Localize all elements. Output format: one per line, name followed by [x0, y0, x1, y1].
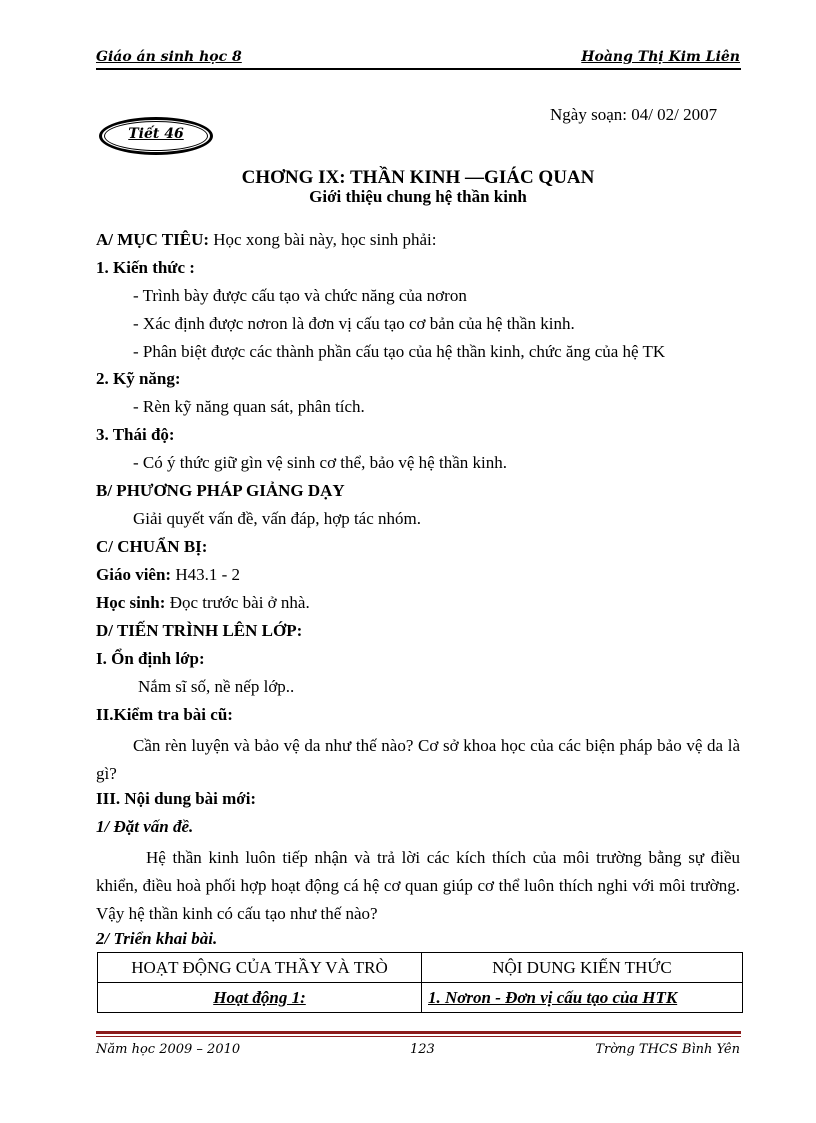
activity-1-label: Hoạt động 1:	[213, 987, 306, 1007]
objectives-intro: Học xong bài này, học sinh phải:	[209, 230, 437, 249]
table-row	[98, 983, 743, 1013]
attitude-heading: 3. Thái độ:	[96, 425, 175, 444]
skills-heading: 2. Kỹ năng:	[96, 369, 181, 388]
student-text: Đọc trước bài ở nhà.	[165, 593, 310, 612]
content-1-label: 1. Nơron - Đơn vị cấu tạo của HTK	[428, 987, 678, 1007]
preparation-heading: C/ CHUẨN BỊ:	[96, 537, 208, 556]
review-text: Cần rèn luyện và bảo vệ da như thế nào? Cơ sở khoa học của các biện pháp bảo vệ da là gì?	[96, 736, 740, 783]
develop-heading: 2/ Triển khai bài.	[96, 929, 218, 948]
intro-heading: 1/ Đặt vấn đề.	[96, 817, 194, 836]
table-cell-activity	[98, 983, 422, 1013]
activities-table	[97, 952, 743, 1013]
student-label: Học sinh:	[96, 593, 166, 612]
prep-date: Ngày soạn: 04/ 02/ 2007	[550, 105, 718, 124]
knowledge-item-3: - Phân biệt được các thành phần cấu tạo của hệ thần kinh, chức ăng của hệ TK	[133, 342, 666, 361]
skills-item: - Rèn kỹ năng quan sát, phân tích.	[133, 397, 365, 416]
attitude-item: - Có ý thức giữ gìn vệ sinh cơ thể, bảo vệ hệ thần kinh.	[133, 453, 507, 472]
footer-rule-thick	[96, 1031, 741, 1034]
chapter-title: CHƠNG IX: THẦN KINH —GIÁC QUAN	[241, 167, 595, 188]
objectives-heading: A/ MỤC TIÊU:	[96, 230, 210, 249]
teacher-line	[96, 564, 240, 586]
knowledge-heading: 1. Kiến thức :	[96, 258, 195, 277]
header-right: Hoàng Thị Kim Liên	[581, 49, 740, 65]
objectives-line	[96, 229, 436, 251]
student-line	[96, 592, 310, 614]
review-heading: II.Kiểm tra bài cũ:	[96, 705, 233, 724]
header-rule	[96, 68, 741, 70]
footer-school: Trờng THCS Bình Yên	[595, 1042, 740, 1057]
lesson-badge-label: Tiết 46	[128, 126, 184, 142]
knowledge-item-1: - Trình bày được cấu tạo và chức năng của nơron	[133, 286, 467, 305]
intro-text: Hệ thần kinh luôn tiếp nhận và trả lời các kích thích của môi trường bằng sự điều khiển, điều hoà phối hợp hoạt động cá hệ cơ quan giúp cơ thể luôn thích nghi với môi trường. Vậy hệ thần kinh có cấu tạo như thế nào?	[96, 848, 740, 923]
table-header-row	[98, 953, 743, 983]
table-header-cell: HOẠT ĐỘNG CỦA THẦY VÀ TRÒ	[98, 953, 422, 983]
knowledge-item-2: - Xác định được nơron là đơn vị cấu tạo cơ bản của hệ thần kinh.	[133, 314, 575, 333]
footer-page-number: 123	[410, 1042, 435, 1057]
methods-text: Giải quyết vấn đề, vấn đáp, hợp tác nhóm.	[133, 509, 421, 528]
teacher-label: Giáo viên:	[96, 565, 172, 584]
new-lesson-heading: III. Nội dung bài mới:	[96, 789, 257, 808]
footer-rule-thin	[96, 1036, 741, 1037]
stabilize-text: Nắm sĩ số, nề nếp lớp..	[138, 677, 295, 696]
process-heading: D/ TIẾN TRÌNH LÊN LỚP:	[96, 621, 303, 640]
stabilize-heading: I. Ổn định lớp:	[96, 649, 205, 668]
teacher-text: H43.1 - 2	[171, 565, 241, 584]
table-header-cell: NỘI DUNG KIẾN THỨC	[422, 953, 743, 983]
footer-year: Năm học 2009 – 2010	[96, 1042, 241, 1057]
lesson-subtitle: Giới thiệu chung hệ thần kinh	[309, 187, 527, 206]
header-left: Giáo án sinh học 8	[96, 49, 242, 65]
table-cell-content	[422, 983, 743, 1013]
methods-heading: B/ PHƯƠNG PHÁP GIẢNG DẠY	[96, 481, 345, 500]
